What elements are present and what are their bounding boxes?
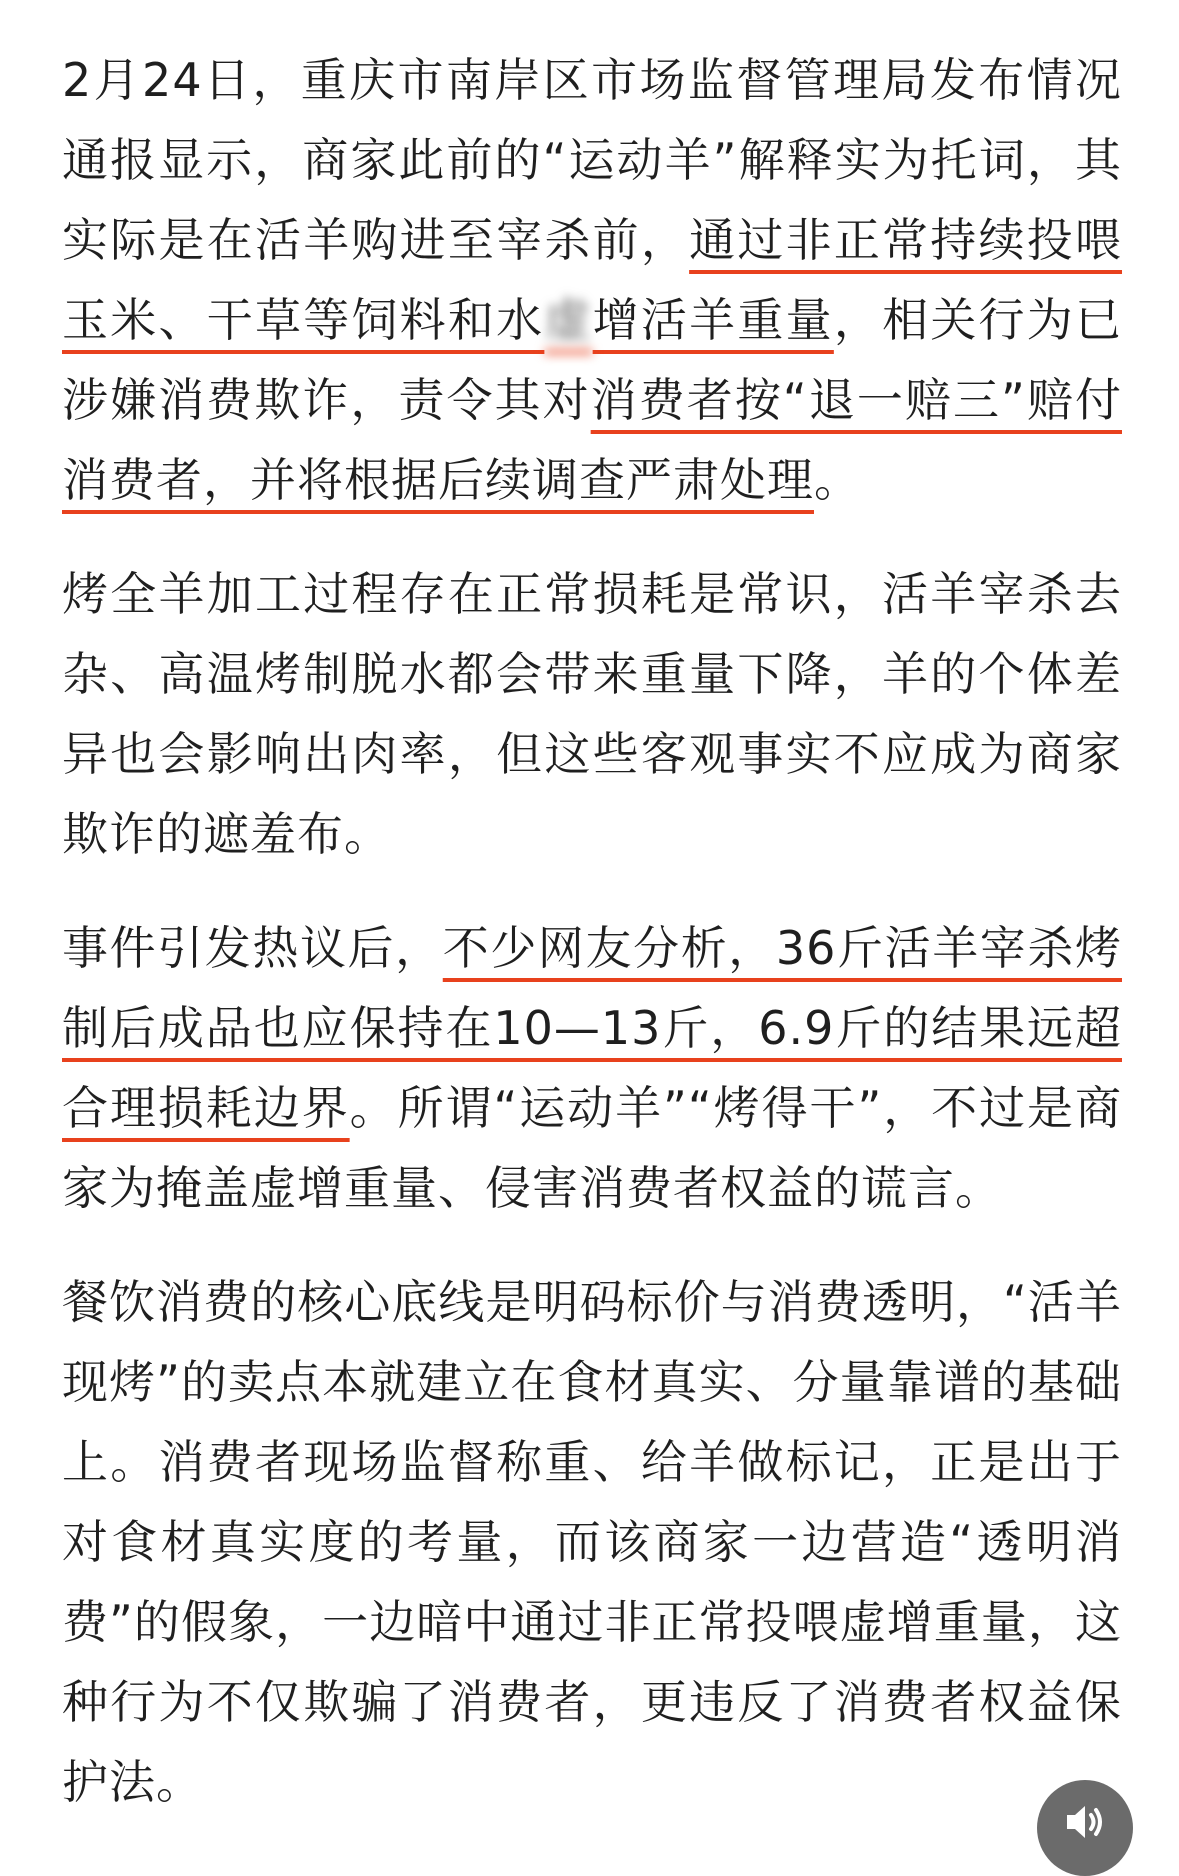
text-segment: ，相关行为已涉嫌消费欺诈，责令其对 — [62, 293, 1123, 427]
paragraph-2 — [62, 554, 1122, 874]
text-segment: 。 — [814, 453, 861, 507]
article-body — [62, 40, 1122, 1822]
paragraph-gap — [62, 874, 1122, 908]
underlined-text: 增活羊重量 — [592, 293, 834, 347]
text-segment: 事件引发热议后， — [62, 921, 443, 975]
text-segment: 。所谓“运动羊”“烤得干”，不过是商家为掩盖虚增重量、侵害消费者权益的谎言。 — [62, 1081, 1122, 1215]
underlined-text: 通过非正常持续投喂玉米、干草等饲料和水 — [62, 213, 1123, 347]
text-segment: 2月24日，重庆市南岸区市场监督管理局发布情况通报显示，商家此前的“运动羊”解释实为托词，其实际是在活羊购进至宰杀前， — [62, 53, 1122, 267]
blurred-text: 虚 — [544, 293, 593, 347]
audio-play-button[interactable] — [1037, 1780, 1133, 1876]
text-segment: 餐饮消费的核心底线是明码标价与消费透明，“活羊现烤”的卖点本就建立在食材真实、分量靠谱的基础上。消费者现场监督称重、给羊做标记，正是出于对食材真实度的考量，而该商家一边营造“透明消费”的假象，一边暗中通过非正常投喂虚增重量，这种行为不仅欺骗了消费者，更违反了消费者权益保护法。 — [62, 1275, 1122, 1809]
paragraph-gap — [62, 520, 1122, 554]
speaker-icon — [1063, 1802, 1107, 1842]
underlined-text: 不少网友分析，36斤活羊宰杀烤制后成品也应保持在10—13斤，6.9斤的结果远超合理损耗边界 — [62, 921, 1122, 1135]
paragraph-3 — [62, 908, 1122, 1228]
paragraph-1 — [62, 40, 1122, 520]
paragraph-gap — [62, 1228, 1122, 1262]
paragraph-4 — [62, 1262, 1122, 1822]
text-segment: 烤全羊加工过程存在正常损耗是常识，活羊宰杀去杂、高温烤制脱水都会带来重量下降，羊的个体差异也会影响出肉率，但这些客观事实不应成为商家欺诈的遮羞布。 — [62, 567, 1122, 861]
underlined-text: 消费者按“退一赔三”赔付消费者，并将根据后续调查严肃处理 — [62, 373, 1122, 507]
